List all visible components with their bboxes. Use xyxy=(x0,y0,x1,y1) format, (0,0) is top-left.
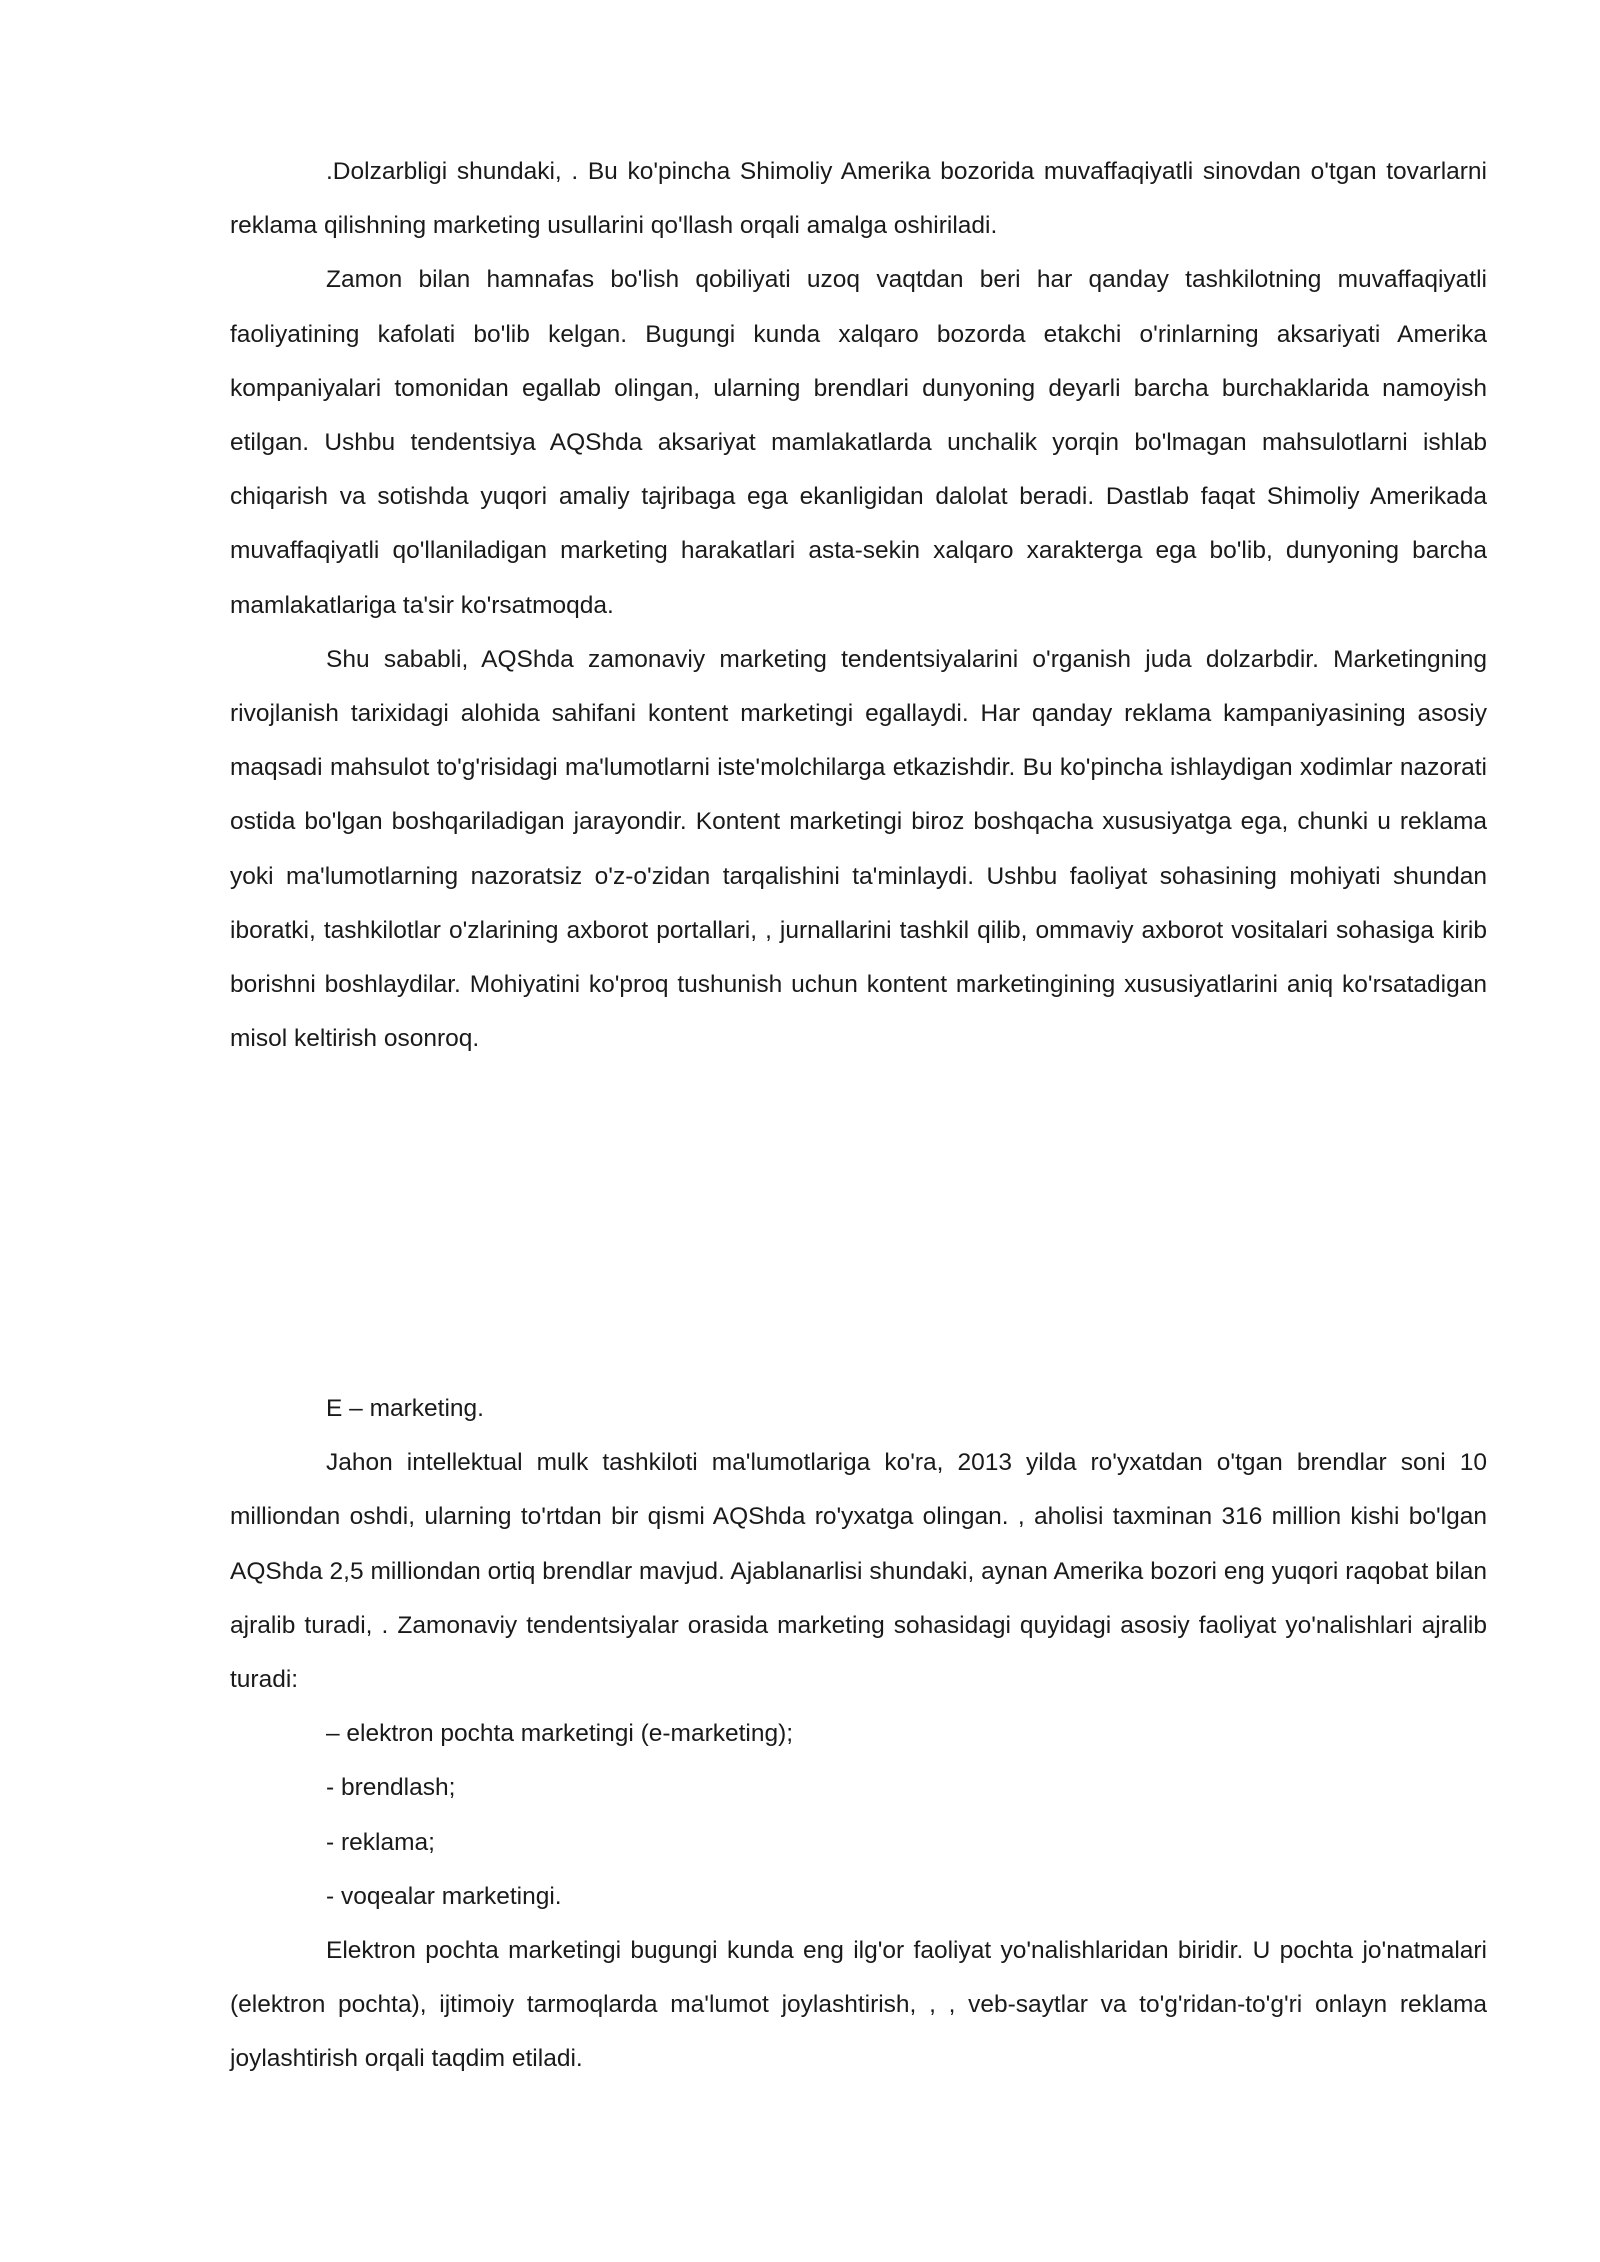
paragraph: .Dolzarbligi shundaki, . Bu ko'pincha Shimoliy Amerika bozorida muvaffaqiyatli sinovdan o'tgan tovarlarni reklama qilishning marketing usullarini qo'llash orqali amalga oshiriladi. xyxy=(230,158,1487,240)
section-e-marketing xyxy=(230,1382,1487,2087)
list-item: – elektron pochta marketingi (e-marketing); xyxy=(326,1720,794,1748)
paragraph: Shu sababli, AQShda zamonaviy marketing tendentsiyalarini o'rganish juda dolzarbdir. Marketingning rivojlanish tarixidagi alohida sahifani kontent marketingi egallaydi. Har qanday reklama kampaniyasining asosiy maqsadi mahsulot to'g'risidagi ma'lumotlarni iste'molchilarga etkazishdir. Bu ko'pincha ishlaydigan xodimlar nazorati ostida bo'lgan boshqariladigan jarayondir. Kontent marketingi biroz boshqacha xususiyatga ega, chunki u reklama yoki ma'lumotlarning nazoratsiz o'z-o'zidan tarqalishini ta'minlaydi. Ushbu faoliyat sohasining mohiyati shundan iboratki, tashkilotlar o'zlarining axborot portallari, , jurnallarini tashkil qilib, ommaviy axborot vositalari sohasiga kirib borishni boshlaydilar. Mohiyatini ko'proq tushunish uchun kontent marketingining xususiyatlarini aniq ko'rsatadigan misol keltirish osonroq. xyxy=(230,645,1487,1053)
paragraph: Jahon intellektual mulk tashkiloti ma'lumotlariga ko'ra, 2013 yilda ro'yxatdan o'tgan brendlar soni 10 milliondan oshdi, ularning to'rtdan bir qismi AQShda ro'yxatga olingan. , aholisi taxminan 316 million kishi bo'lgan AQShda 2,5 milliondan ortiq brendlar mavjud. Ajablanarlisi shundaki, aynan Amerika bozori eng yuqori raqobat bilan ajralib turadi, . Zamonaviy tendentsiyalar orasida marketing sohasidagi quyidagi asosiy faoliyat yo'nalishlari ajralib turadi: xyxy=(230,1449,1487,1694)
section-relevance xyxy=(230,145,1487,1066)
list-item: - reklama; xyxy=(326,1828,435,1856)
paragraph: Zamon bilan hamnafas bo'lish qobiliyati uzoq vaqtdan beri har qanday tashkilotning muvaffaqiyatli faoliyatining kafolati bo'lib kelgan. Bugungi kunda xalqaro bozorda etakchi o'rinlarning aksariyati Amerika kompaniyalari tomonidan egallab olingan, ularning brendlari dunyoning deyarli barcha burchaklarida namoyish etilgan. Ushbu tendentsiya AQShda aksariyat mamlakatlarda unchalik yorqin bo'lmagan mahsulotlarni ishlab chiqarish va sotishda yuqori amaliy tajribaga ega ekanligidan dalolat beradi. Dastlab faqat Shimoliy Amerikada muvaffaqiyatli qo'llaniladigan marketing harakatlari asta-sekin xalqaro xarakterga ega bo'lib, dunyoning barcha mamlakatlariga ta'sir ko'rsatmoqda. xyxy=(230,266,1487,619)
list-item: - voqealar marketingi. xyxy=(326,1882,562,1910)
section-heading: E – marketing. xyxy=(326,1395,484,1422)
paragraph: Elektron pochta marketingi bugungi kunda eng ilg'or faoliyat yo'nalishlaridan biridir. U pochta jo'natmalari (elektron pochta), ijtimoiy tarmoqlarda ma'lumot joylashtirish, , , veb-saytlar va to'g'ridan-to'g'ri onlayn reklama joylashtirish orqali taqdim etiladi. xyxy=(230,1937,1487,2073)
list-item: - brendlash; xyxy=(326,1774,456,1802)
